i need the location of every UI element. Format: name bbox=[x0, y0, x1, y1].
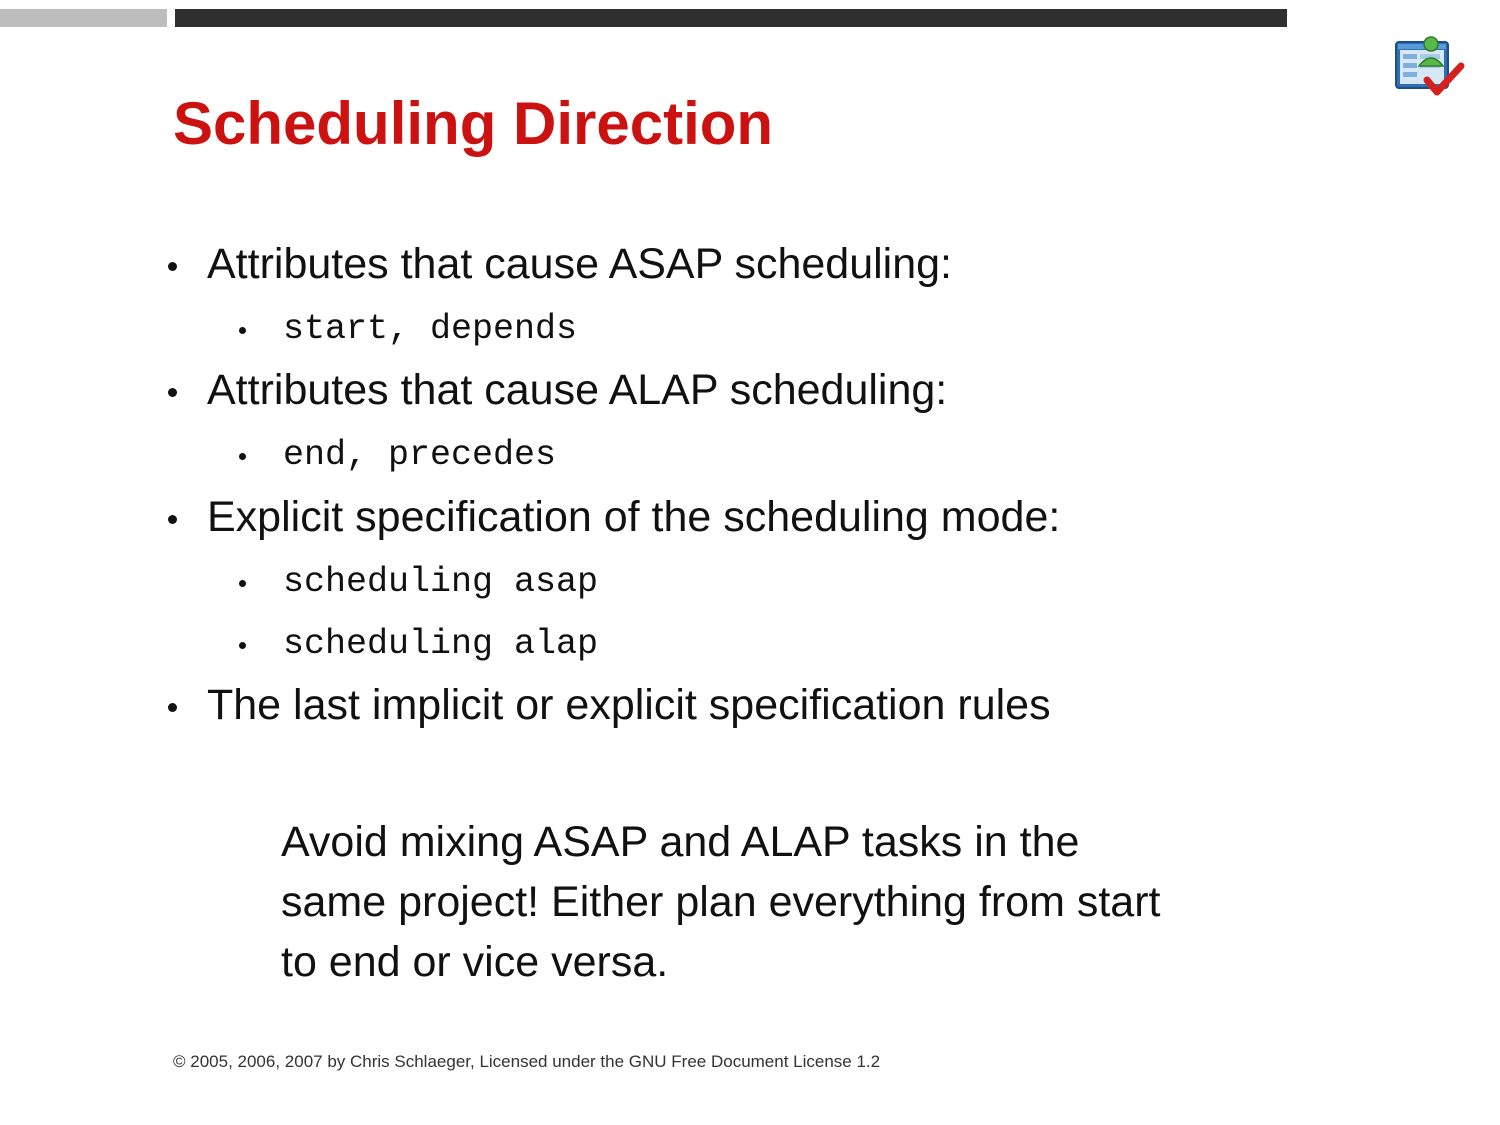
sub-bullet-code: start, depends bbox=[283, 309, 578, 349]
bullet-dot bbox=[168, 262, 177, 271]
bullet-text: The last implicit or explicit specification rules bbox=[207, 681, 1051, 729]
copyright-footer: © 2005, 2006, 2007 by Chris Schlaeger, Licensed under the GNU Free Document License 1.2 bbox=[173, 1052, 881, 1071]
sub-bullet-code: scheduling alap bbox=[283, 624, 599, 664]
bullet-dot bbox=[168, 388, 177, 397]
project-task-check-icon bbox=[1393, 36, 1465, 100]
bullet-text: Attributes that cause ALAP scheduling: bbox=[207, 366, 948, 414]
sub-bullet-dot bbox=[239, 327, 246, 334]
top-bar-dark bbox=[175, 9, 1287, 27]
warning-note: Avoid mixing ASAP and ALAP tasks in the same project! Either plan everything from start to end or vice versa. bbox=[281, 818, 1161, 986]
top-bar-light bbox=[0, 9, 167, 27]
bullet-dot bbox=[168, 703, 177, 712]
sub-bullet-code: scheduling asap bbox=[283, 562, 599, 602]
slide-title: Scheduling Direction bbox=[173, 90, 774, 157]
bullet-dot bbox=[168, 515, 177, 524]
bullet-text: Explicit specification of the scheduling mode: bbox=[207, 493, 1061, 541]
bullet-text: Attributes that cause ASAP scheduling: bbox=[207, 240, 953, 288]
sub-bullet-dot bbox=[239, 642, 246, 649]
sub-bullet-dot bbox=[239, 580, 246, 587]
sub-bullet-dot bbox=[239, 453, 246, 460]
sub-bullet-code: end, precedes bbox=[283, 435, 557, 475]
